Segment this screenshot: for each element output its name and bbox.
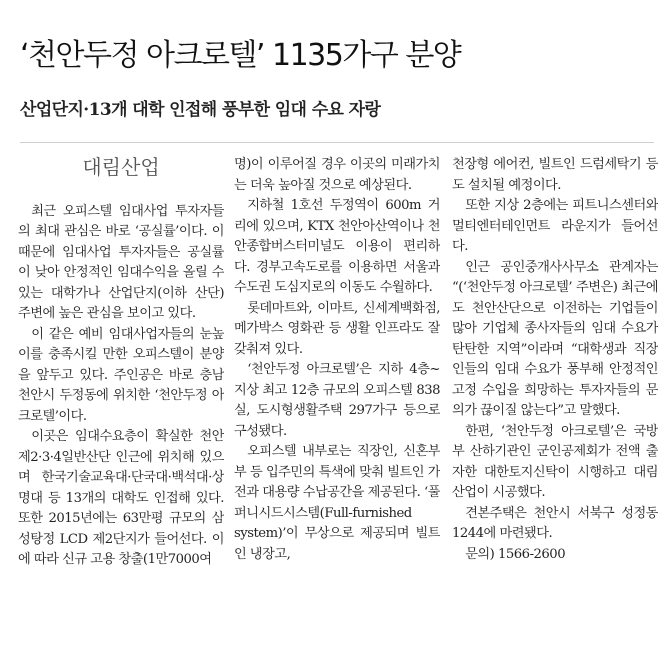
paragraph: 명)이 이루어질 경우 이곳의 미래가치는 더욱 높아질 것으로 예상된다. — [234, 157, 440, 193]
article-headline: ‘천안두정 아크로텔’ 1135가구 분양 — [20, 38, 461, 73]
paragraph: 견본주택은 천안시 서북구 성정동 1244에 마련됐다. — [452, 505, 658, 541]
paragraph: 오피스텔 내부로는 직장인, 신혼부부 등 입주민의 특색에 맞춰 빌트인 가전과 대용량 수납공간을 제공된다. ‘풀퍼니시드시스템(Full-furnished system)’이 무상으로 제공되며 빌트인 냉장고, — [234, 444, 440, 562]
paragraph: 이곳은 임대수요층이 확실한 천안 제2·3·4일반산단 인근에 위치해 있으며 한국기술교육대·단국대·백석대·상명대 등 13개의 대학도 인접해 있다. 또한 2015년에는 63만평 규모의 삼성탕정 LCD 제2단지가 들어선다. 이에 따라 신규 고용 창출(1만7000여 — [18, 429, 224, 567]
article-byline: 대림산업 — [82, 155, 160, 179]
article-column-2 — [234, 155, 440, 647]
paragraph: 롯데마트와, 이마트, 신세계백화점, 메가박스 영화관 등 생활 인프라도 잘 갖춰져 있다. — [234, 300, 440, 357]
paragraph: 또한 지상 2층에는 피트니스센터와 멀티엔터테인먼트 라운지가 들어선다. — [452, 198, 658, 254]
divider — [20, 142, 654, 143]
paragraph: 한편, ‘천안두정 아크로텔’은 국방부 산하기관인 군인공제회가 전액 출자한 대한토지신탁이 시행하고 대림산업이 시공했다. — [452, 423, 658, 500]
paragraph: 지하철 1호선 두정역이 600m 거리에 있으며, KTX 천안아산역이나 천안종합버스터미널도 이용이 편리하다. 경부고속도로를 이용하면 서울과 수도권 도심지로의 이동도 수월하다. — [234, 198, 440, 295]
paragraph: ‘천안두정 아크로텔’은 지하 4층~지상 최고 12층 규모의 오피스텔 838실, 도시형생활주택 297가구 등으로 구성됐다. — [234, 362, 440, 439]
article-column-1 — [18, 155, 224, 647]
paragraph: 천장형 에어컨, 빌트인 드럼세탁기 등도 설치될 예정이다. — [452, 157, 658, 193]
article-subheadline: 산업단지·13개 대학 인접해 풍부한 임대 수요 자랑 — [20, 100, 381, 120]
paragraph: 인근 공인중개사사무소 관계자는 “(‘천안두정 아크로텔’ 주변은) 최근에도 천안산단으로 이전하는 기업들이 많아 기업체 종사자들의 임대 수요가 탄탄한 지역”이라며 “대학생과 직장인들의 임대 수요가 풍부해 안정적인 고정 수입을 희망하는 투자자들의 문의가 끊이질 않는다”고 말했다. — [452, 259, 658, 418]
article-column-3 — [452, 155, 658, 647]
paragraph: 문의) 1566-2600 — [465, 546, 566, 562]
paragraph: 이 같은 예비 임대사업자들의 눈높이를 충족시킬 만한 오피스텔이 분양을 앞두고 있다. 주인공은 바로 충남 천안시 두정동에 위치한 ‘천안두정 아크로텔’이다. — [18, 326, 224, 424]
paragraph: 최근 오피스텔 임대사업 투자자들의 최대 관심은 바로 ‘공실률’이다. 이 때문에 임대사업 투자자들은 공실률이 낮아 안정적인 임대수익을 올릴 수 있는 대학가나 산업단지(이하 산단) 주변에 높은 관심을 보이고 있다. — [18, 203, 224, 321]
